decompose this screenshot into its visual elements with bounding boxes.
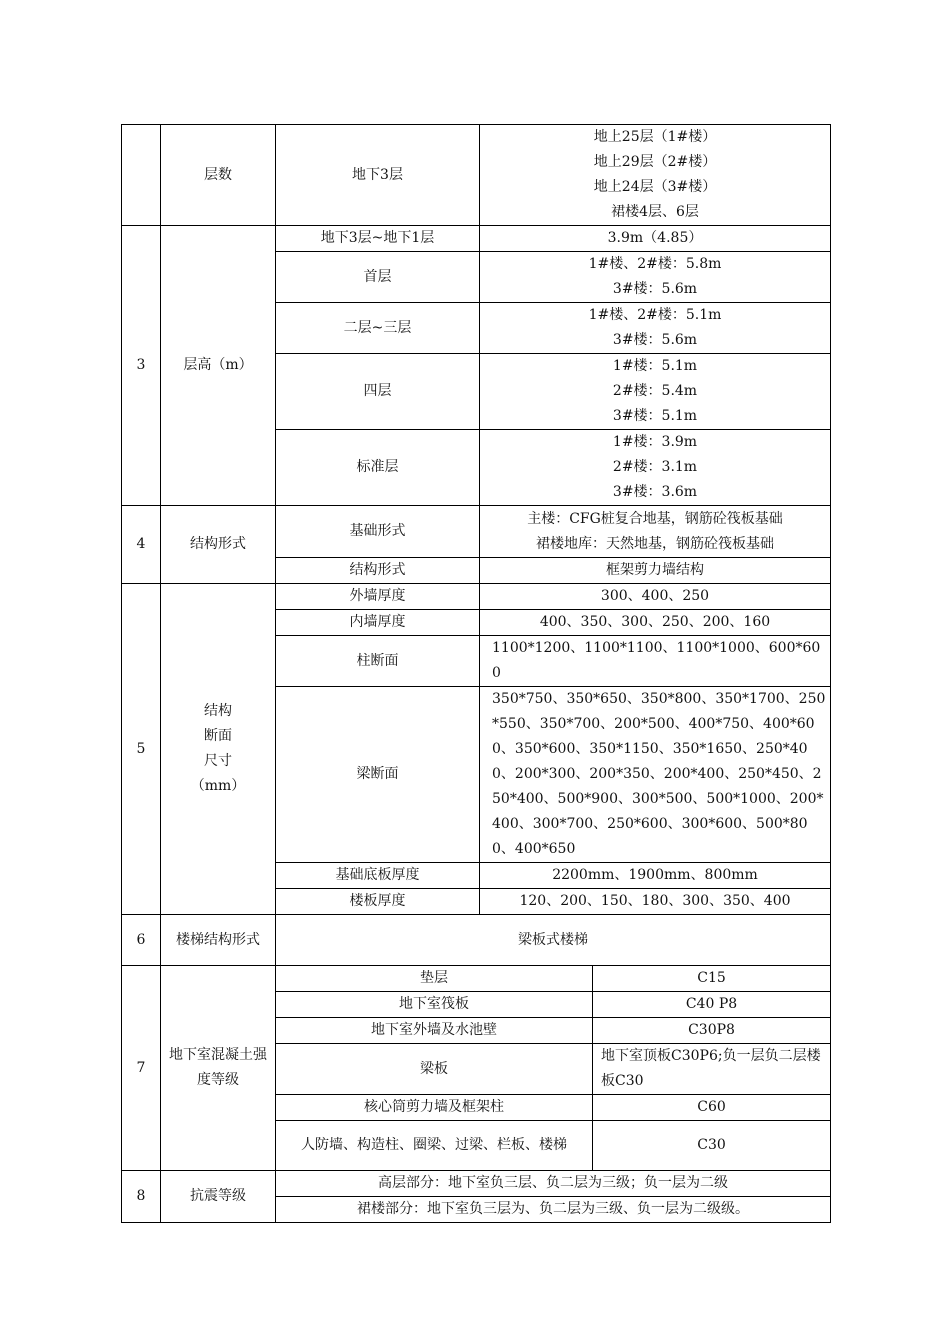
- table-row: [122, 584, 831, 610]
- table-row: [122, 506, 831, 558]
- row-category: 结构形式: [161, 506, 276, 584]
- row-value: [480, 506, 831, 558]
- value-line: 地上25层（1#楼）: [593, 129, 717, 145]
- row-sub: 核心筒剪力墙及框架柱: [276, 1095, 593, 1121]
- row-sub: 柱断面: [276, 636, 480, 687]
- row-sub: 四层: [276, 354, 480, 430]
- value-line: 地上24层（3#楼）: [593, 179, 717, 195]
- value-line: 裙楼4层、6层: [611, 204, 699, 220]
- row-sub: 地下室筏板: [276, 992, 593, 1018]
- spec-table: [121, 124, 831, 1223]
- value-line: 地上29层（2#楼）: [593, 154, 717, 170]
- row-category: 抗震等级: [161, 1171, 276, 1223]
- value-line: 1#楼：3.9m: [612, 434, 698, 450]
- value-line: 1#楼：5.1m: [612, 358, 698, 374]
- row-value: 2200mm、1900mm、800mm: [480, 863, 831, 889]
- row-no: 8: [122, 1171, 161, 1223]
- row-category: 地下室混凝土强度等级: [161, 966, 276, 1171]
- row-sub: 标准层: [276, 430, 480, 506]
- row-value: 高层部分：地下室负三层、负二层为三级；负一层为二级: [276, 1171, 831, 1197]
- row-no: [122, 125, 161, 226]
- row-value: 120、200、150、180、300、350、400: [480, 889, 831, 915]
- category-line: （mm）: [190, 778, 246, 794]
- row-sub: 梁断面: [276, 687, 480, 863]
- row-sub: 基础底板厚度: [276, 863, 480, 889]
- row-value: 350*750、350*650、350*800、350*1700、250*550、350*700、200*500、400*750、400*600、350*600、350*1150、350*1650、250*400、200*300、200*350、200*400、250*450、250*400、500*900、300*500、500*1000、200*400、300*700、250*600、300*600、500*800、400*650: [480, 687, 831, 863]
- row-value: 1100*1200、1100*1100、1100*1000、600*600: [480, 636, 831, 687]
- row-value: 裙楼部分：地下室负三层为、负二层为三级、负一层为二级级。: [276, 1197, 831, 1223]
- value-line: 裙楼地库：天然地基，钢筋砼筏板基础: [536, 535, 774, 552]
- row-sub: 地下3层: [276, 125, 480, 226]
- row-sub: 地下3层~地下1层: [276, 226, 480, 252]
- row-value: 框架剪力墙结构: [480, 558, 831, 584]
- row-value: C15: [593, 966, 831, 992]
- row-value: C40 P8: [593, 992, 831, 1018]
- row-value: [480, 303, 831, 354]
- row-value: [480, 430, 831, 506]
- table-row: [122, 966, 831, 992]
- row-sub: 基础形式: [276, 506, 480, 558]
- row-no: 7: [122, 966, 161, 1171]
- table-row: [122, 1171, 831, 1197]
- row-sub: 结构形式: [276, 558, 480, 584]
- category-line: 结构: [204, 703, 232, 719]
- value-line: 3#楼：3.6m: [612, 484, 698, 500]
- row-sub: 首层: [276, 252, 480, 303]
- table-row: [122, 226, 831, 252]
- row-sub: 楼板厚度: [276, 889, 480, 915]
- row-value: C30: [593, 1121, 831, 1171]
- row-sub: 二层~三层: [276, 303, 480, 354]
- row-no: 4: [122, 506, 161, 584]
- value-line: 1#楼、2#楼：5.1m: [588, 307, 722, 323]
- row-value: 梁板式楼梯: [276, 915, 831, 966]
- row-sub: 梁板: [276, 1044, 593, 1095]
- row-category: 楼梯结构形式: [161, 915, 276, 966]
- row-no: 5: [122, 584, 161, 915]
- value-line: 3#楼：5.6m: [612, 332, 698, 348]
- value-line: 2#楼：5.4m: [612, 383, 698, 399]
- row-value: 300、400、250: [480, 584, 831, 610]
- row-value: 地下室顶板C30P6;负一层负二层楼板C30: [593, 1044, 831, 1095]
- category-line: 尺寸: [204, 753, 232, 769]
- row-category: 层数: [161, 125, 276, 226]
- row-value: C30P8: [593, 1018, 831, 1044]
- table-row: [122, 125, 831, 226]
- row-sub: 垫层: [276, 966, 593, 992]
- row-value: [480, 354, 831, 430]
- row-value: 3.9m（4.85）: [480, 226, 831, 252]
- row-value: 400、350、300、250、200、160: [480, 610, 831, 636]
- row-sub: 地下室外墙及水池壁: [276, 1018, 593, 1044]
- category-line: 断面: [204, 728, 232, 744]
- value-line: 3#楼：5.6m: [612, 281, 698, 297]
- row-no: 3: [122, 226, 161, 506]
- row-sub: 人防墙、构造柱、圈梁、过梁、栏板、楼梯: [276, 1121, 593, 1171]
- table-row: [122, 915, 831, 966]
- row-value: [480, 252, 831, 303]
- value-line: 3#楼：5.1m: [612, 408, 698, 424]
- row-value: [480, 125, 831, 226]
- row-sub: 内墙厚度: [276, 610, 480, 636]
- row-category: [161, 584, 276, 915]
- row-no: 6: [122, 915, 161, 966]
- value-line: 2#楼：3.1m: [612, 459, 698, 475]
- value-line: 主楼：CFG桩复合地基，钢筋砼筏板基础: [527, 510, 783, 527]
- row-category: 层高（m）: [161, 226, 276, 506]
- row-value: C60: [593, 1095, 831, 1121]
- value-line: 1#楼、2#楼：5.8m: [588, 256, 722, 272]
- row-sub: 外墙厚度: [276, 584, 480, 610]
